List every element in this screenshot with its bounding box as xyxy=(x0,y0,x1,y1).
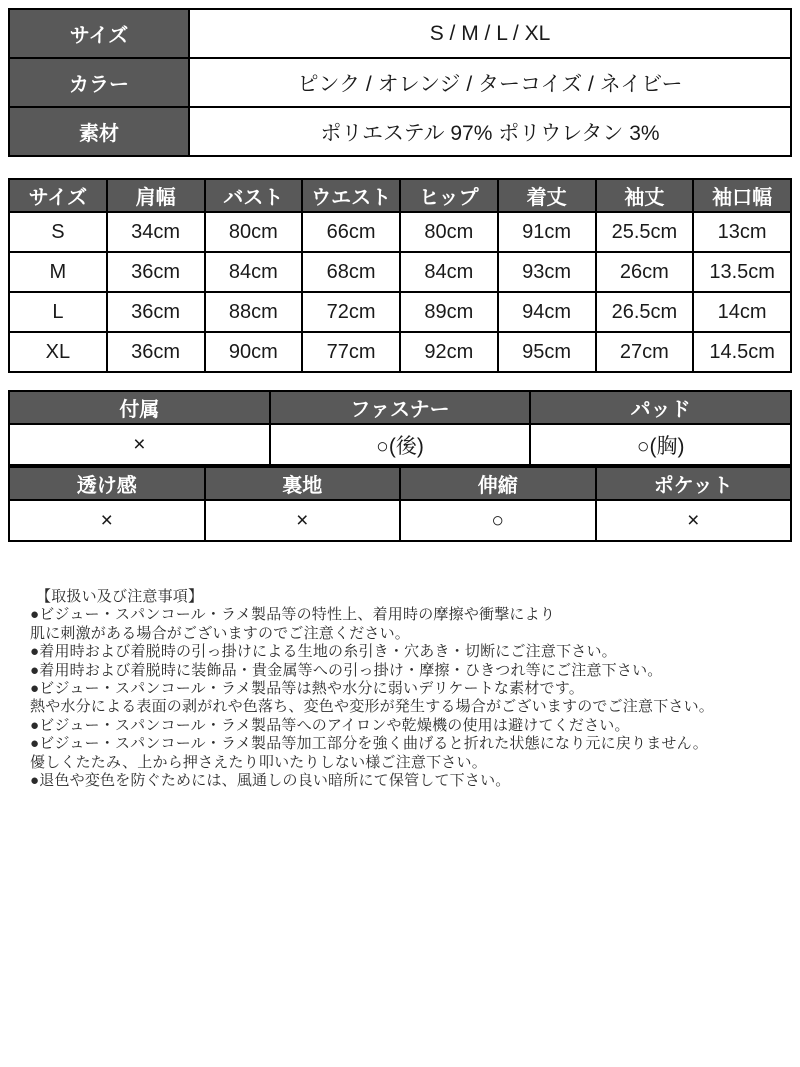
care-note-line: ●ビジュー・スパンコール・ラメ製品等加工部分を強く曲げると折れた状態になり元に戻りません。 xyxy=(30,735,708,753)
spec-label-color: カラー xyxy=(9,58,189,107)
spec-value-material: ポリエステル 97% ポリウレタン 3% xyxy=(189,107,791,156)
care-note-line: ●ビジュー・スパンコール・ラメ製品等へのアイロンや乾燥機の使用は避けてください。 xyxy=(30,716,630,734)
cell: 34cm xyxy=(107,212,205,252)
bust-col-header: バスト xyxy=(205,179,303,212)
cell: 36cm xyxy=(107,332,205,372)
lining-col-header: 裏地 xyxy=(205,467,401,500)
accessory-col-header: 付属 xyxy=(9,391,270,424)
cell: 36cm xyxy=(107,252,205,292)
pocket-value: × xyxy=(596,500,792,541)
care-notes-title: 【取扱い及び注意事項】 xyxy=(36,588,204,605)
cell: 72cm xyxy=(302,292,400,332)
cell: S xyxy=(9,212,107,252)
care-note-line: 優しくたたみ、上から押さえたり叩いたりしない様ご注意下さい。 xyxy=(30,753,487,771)
cell: 27cm xyxy=(596,332,694,372)
care-note-line: 熱や水分による表面の剥がれや色落ち、変色や変形が発生する場合がございますのでご注意下さい。 xyxy=(30,698,715,716)
care-note-line: ●ビジュー・スパンコール・ラメ製品等は熱や水分に弱いデリケートな素材です。 xyxy=(30,680,584,698)
cell: 26.5cm xyxy=(596,292,694,332)
cell: 93cm xyxy=(498,252,596,292)
sleeve-col-header: 袖丈 xyxy=(596,179,694,212)
feature-table-bottom xyxy=(8,466,792,542)
spec-value-color: ピンク / オレンジ / ターコイズ / ネイビー xyxy=(189,58,791,107)
care-note-line: ●ビジュー・スパンコール・ラメ製品等の特性上、着用時の摩擦や衝撃により xyxy=(30,606,556,624)
cell: 84cm xyxy=(400,252,498,292)
care-note-line: ●着用時および着脱時の引っ掛けによる生地の糸引き・穴あき・切断にご注意下さい。 xyxy=(30,643,617,661)
cell: 14cm xyxy=(693,292,791,332)
shoulder-col-header: 肩幅 xyxy=(107,179,205,212)
cell: 66cm xyxy=(302,212,400,252)
cell: 80cm xyxy=(400,212,498,252)
cell: 36cm xyxy=(107,292,205,332)
cell: 88cm xyxy=(205,292,303,332)
cell: 84cm xyxy=(205,252,303,292)
fastener-col-header: ファスナー xyxy=(270,391,531,424)
table-row xyxy=(9,500,791,541)
cell: 25.5cm xyxy=(596,212,694,252)
table-header-row xyxy=(9,467,791,500)
cell: 68cm xyxy=(302,252,400,292)
fastener-value: ○(後) xyxy=(270,424,531,465)
table-row xyxy=(9,292,791,332)
pocket-col-header: ポケット xyxy=(596,467,792,500)
lining-value: × xyxy=(205,500,401,541)
spec-label-size: サイズ xyxy=(9,9,189,58)
table-row xyxy=(9,9,791,58)
table-row xyxy=(9,252,791,292)
table-header-row xyxy=(9,391,791,424)
spec-label-material: 素材 xyxy=(9,107,189,156)
cell: 91cm xyxy=(498,212,596,252)
size-measurement-table xyxy=(8,178,792,373)
cell: M xyxy=(9,252,107,292)
care-note-line: 肌に刺激がある場合がございますのでご注意ください。 xyxy=(30,624,411,642)
cuff-col-header: 袖口幅 xyxy=(693,179,791,212)
cell: 92cm xyxy=(400,332,498,372)
cell: 94cm xyxy=(498,292,596,332)
table-row xyxy=(9,424,791,465)
table-row xyxy=(9,212,791,252)
cell: 89cm xyxy=(400,292,498,332)
sheer-col-header: 透け感 xyxy=(9,467,205,500)
cell: 14.5cm xyxy=(693,332,791,372)
care-notes xyxy=(30,588,800,790)
product-spec-table xyxy=(8,8,792,157)
cell: 80cm xyxy=(205,212,303,252)
table-row xyxy=(9,58,791,107)
care-note-line: ●着用時および着脱時に装飾品・貴金属等への引っ掛け・摩擦・ひきつれ等にご注意下さい。 xyxy=(30,661,663,679)
cell: L xyxy=(9,292,107,332)
accessory-value: × xyxy=(9,424,270,465)
cell: 90cm xyxy=(205,332,303,372)
feature-table-top xyxy=(8,390,792,466)
care-note-line: ●退色や変色を防ぐためには、風通しの良い暗所にて保管して下さい。 xyxy=(30,772,511,790)
sheer-value: × xyxy=(9,500,205,541)
spec-value-size: S / M / L / XL xyxy=(189,9,791,58)
cell: 26cm xyxy=(596,252,694,292)
cell: 77cm xyxy=(302,332,400,372)
stretch-col-header: 伸縮 xyxy=(400,467,596,500)
hip-col-header: ヒップ xyxy=(400,179,498,212)
size-col-header: サイズ xyxy=(9,179,107,212)
cell: 13.5cm xyxy=(693,252,791,292)
length-col-header: 着丈 xyxy=(498,179,596,212)
cell: 95cm xyxy=(498,332,596,372)
table-row xyxy=(9,332,791,372)
stretch-value: ○ xyxy=(400,500,596,541)
cell: 13cm xyxy=(693,212,791,252)
cell: XL xyxy=(9,332,107,372)
table-row xyxy=(9,107,791,156)
pad-value: ○(胸) xyxy=(530,424,791,465)
waist-col-header: ウエスト xyxy=(302,179,400,212)
table-header-row xyxy=(9,179,791,212)
pad-col-header: パッド xyxy=(530,391,791,424)
